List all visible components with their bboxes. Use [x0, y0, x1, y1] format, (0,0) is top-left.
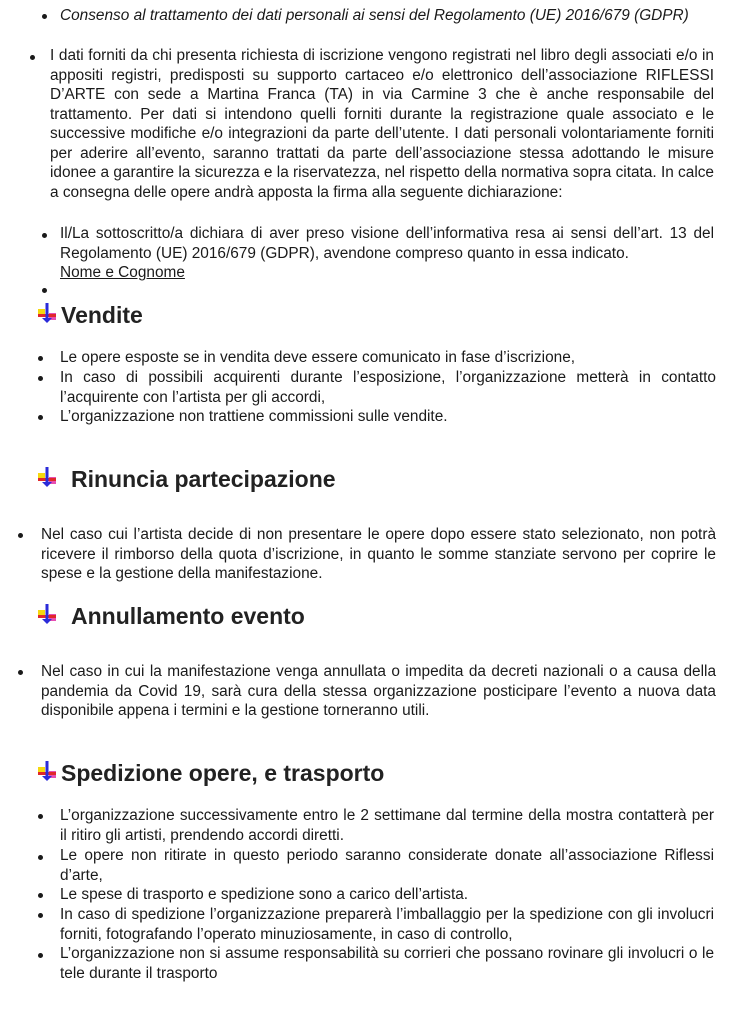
- arrow-bullet-icon: [36, 760, 58, 782]
- consent-item: Consenso al trattamento dei dati personali ai sensi del Regolamento (UE) 2016/679 (GDPR): [60, 7, 689, 24]
- list-bullet: [38, 356, 43, 361]
- arrow-bullet-icon: [36, 302, 58, 324]
- list-bullet: [18, 533, 23, 538]
- list-bullet: [38, 855, 43, 860]
- list-bullet: [42, 233, 47, 238]
- section-title-vendite: Vendite: [61, 302, 143, 328]
- list-item: L’organizzazione non trattiene commissioni sulle vendite.: [60, 408, 448, 425]
- arrow-bullet-icon: [36, 466, 58, 488]
- data-treatment-paragraph: I dati forniti da chi presenta richiesta di iscrizione vengono registrati nel libro degli associati e/o in appositi registri, predisposti su supporto cartaceo e/o elettronico dell’associazione RIFLESSI D’ARTE con sede a Martina Franca (TA) in via Carmine 3 che è anche responsabile del trattamento. Per dati si intendono quelli forniti durante la registrazione quale associato e le successive modifiche e/o integrazioni da parte dell’utente. I dati personali volontariamente forniti per aderire all’evento, saranno trattati da parte dell’associazione stessa adottando le misure idonee a garantire la sicurezza e la riservatezza, nel rispetto della normativa sopra citata. In calce a consegna delle opere andrà apposta la firma alla seguente dichiarazione:: [50, 47, 714, 201]
- list-item: In caso di spedizione l’organizzazione preparerà l’imballaggio per la spedizione con gli involucri forniti, fotografando l’operato minuziosamente, in caso di controllo,: [60, 906, 714, 943]
- list-bullet: [38, 953, 43, 958]
- list-bullet: [42, 288, 47, 293]
- list-bullet: [18, 670, 23, 675]
- list-bullet: [38, 893, 43, 898]
- list-bullet: [38, 814, 43, 819]
- declaration-text: Il/La sottoscritto/a dichiara di aver preso visione dell’informativa resa ai sensi dell’art. 13 del Regolamento (UE) 2016/679 (GDPR), avendone compreso quanto in essa indicato.: [60, 225, 714, 262]
- section-title-rinuncia: Rinuncia partecipazione: [71, 466, 336, 492]
- arrow-bullet-icon: [36, 603, 58, 625]
- list-item: Le opere non ritirate in questo periodo saranno considerate donate all’associazione Riflessi d’arte,: [60, 847, 714, 884]
- list-bullet: [38, 415, 43, 420]
- list-item: Nel caso in cui la manifestazione venga annullata o impedita da decreti nazionali o a causa della pandemia da Covid 19, sarà cura della stessa organizzazione posticipare l’evento a nuova data disponibile appena i termini e la gestione torneranno utili.: [41, 663, 716, 719]
- list-item: L’organizzazione non si assume responsabilità su corrieri che possano rovinare gli involucri o le tele durante il trasporto: [60, 945, 714, 982]
- name-surname-label: Nome e Cognome: [60, 264, 185, 281]
- list-bullet: [30, 55, 35, 60]
- list-item: Le opere esposte se in vendita deve essere comunicato in fase d’iscrizione,: [60, 349, 576, 366]
- section-title-annullamento: Annullamento evento: [71, 603, 305, 629]
- section-title-spedizione: Spedizione opere, e trasporto: [61, 760, 385, 786]
- list-item: In caso di possibili acquirenti durante l’esposizione, l’organizzazione metterà in contatto l’acquirente con l’artista per gli accordi,: [60, 369, 716, 406]
- list-bullet: [38, 376, 43, 381]
- list-item: Le spese di trasporto e spedizione sono a carico dell’artista.: [60, 886, 469, 903]
- list-item: Nel caso cui l’artista decide di non presentare le opere dopo essere stato selezionato, non potrà ricevere il rimborso della quota d’iscrizione, in quanto le somme stanziate servono per coprire le spese e la gestione della manifestazione.: [41, 526, 716, 582]
- list-bullet: [38, 913, 43, 918]
- list-bullet: [42, 14, 47, 19]
- list-item: L’organizzazione successivamente entro le 2 settimane dal termine della mostra contatterà per il ritiro gli artisti, prendendo accordi diretti.: [60, 807, 714, 844]
